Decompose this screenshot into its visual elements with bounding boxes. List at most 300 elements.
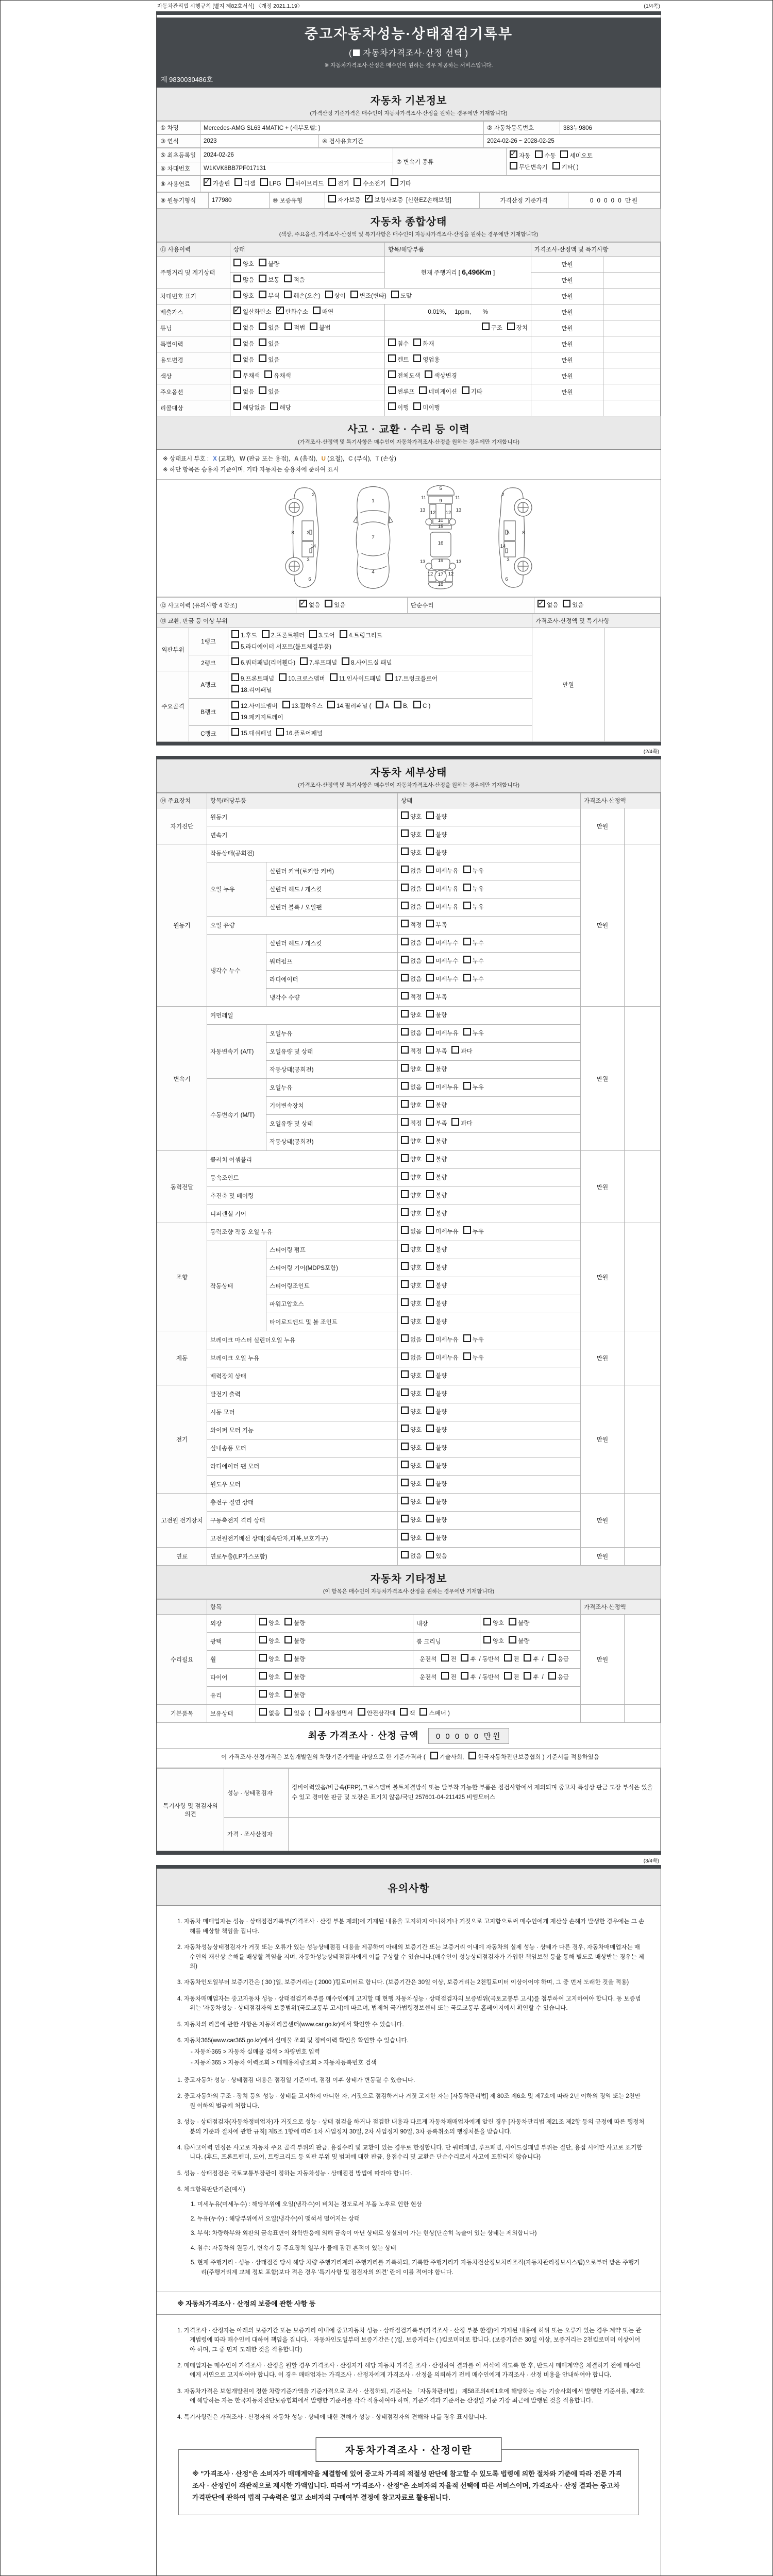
checkbox-label: 없음 [410,1229,422,1235]
checkbox-label: 적법 [294,325,306,331]
checkbox[interactable] [426,1533,434,1540]
checkbox[interactable] [233,259,241,266]
checkbox[interactable] [284,1690,292,1698]
checkbox[interactable] [400,1708,408,1716]
col-item: 항목 [207,1600,581,1615]
checkbox-label: 있음 [268,341,280,347]
checkbox[interactable] [426,811,434,819]
checkbox[interactable] [401,811,409,819]
checkbox[interactable] [259,1636,267,1643]
notice-item: 3. 자동차가격은 보험개발원이 정한 차량기준가액을 기준가격으로 조사 · 산정하되, 기준서는 「자동차관리법」 제58조의4제1호에 해당하는 자는 기술사회에서 발행한 기준서를, 제2호에 해당하는 자는 한국자동차진단보증협회에서 발행한 기준서를 각각 적용하여야 하며, 기준가격과 기준서는 산정일 기준 가장 최근에 발행된 것을 적용합니다. [177,2388,645,2404]
checkbox[interactable] [524,1654,531,1662]
checkbox[interactable] [259,1672,267,1680]
checkbox[interactable] [560,150,568,158]
state-code-letter: W [240,456,245,462]
checkbox-label: 9.프론트패널 [241,676,275,683]
checkbox[interactable] [426,920,434,927]
checkbox[interactable] [376,701,383,708]
checkbox[interactable] [388,402,396,410]
price-notice-heading: ※ 자동차가격조사 · 산정의 보증에 관한 사항 등 [157,2292,661,2315]
checkbox[interactable] [262,630,270,638]
notice-item: 6. 체크항목판단기준(예시) [177,2187,245,2193]
checkbox-label: 유채색 [274,373,291,379]
checkbox[interactable] [426,1082,434,1090]
emission-values: 0.01%, 1ppm, % [385,304,531,320]
checkbox[interactable] [426,1064,434,1072]
checkbox[interactable] [413,402,421,410]
checkbox-label: / [542,1656,544,1663]
checkbox[interactable] [350,291,358,298]
checkbox[interactable] [401,1064,409,1072]
document-number: 제 9830030486호 [161,76,213,83]
checkbox[interactable] [401,1352,409,1360]
checkbox[interactable] [259,323,266,330]
checkbox[interactable] [463,1334,471,1342]
checkbox[interactable] [264,370,272,378]
checkbox[interactable] [426,866,434,873]
checkbox[interactable] [426,974,434,981]
checkbox[interactable] [401,866,409,873]
checkbox[interactable] [401,1443,409,1450]
checkbox[interactable] [426,1136,434,1144]
state-code-desc: (흠집), [298,456,317,462]
checkbox[interactable] [468,1752,476,1759]
panel-number-label: 11 [455,495,460,501]
checkbox[interactable] [419,386,427,394]
col-usage-history: ⑪ 사용이력 [157,243,230,257]
checked-checkbox[interactable] [276,307,284,314]
checkbox[interactable] [426,1352,434,1360]
checkbox[interactable] [328,178,336,186]
checkbox[interactable] [342,657,349,665]
checkbox[interactable] [451,1118,459,1126]
checkbox[interactable] [231,712,239,720]
checkbox[interactable] [259,259,266,266]
checkbox[interactable] [394,701,401,708]
checkbox[interactable] [426,956,434,963]
checkbox[interactable] [426,1479,434,1486]
checkbox[interactable] [426,1118,434,1126]
checkbox[interactable] [282,701,290,708]
checkbox[interactable] [401,1190,409,1198]
panel-number-label: 16 [438,540,444,547]
checkbox-label: 하이브리드 [295,181,324,187]
checkbox-label: 없음 [410,904,422,911]
checkbox[interactable] [231,728,239,736]
checkbox[interactable] [426,1226,434,1234]
checkbox[interactable] [231,630,239,638]
checkbox[interactable] [259,386,266,394]
checkbox[interactable] [401,1551,409,1558]
checkbox-label: 누유 [472,868,484,875]
checkbox[interactable] [463,1082,471,1090]
checkbox[interactable] [401,1028,409,1036]
checkbox[interactable] [276,728,284,736]
checkbox[interactable] [233,291,241,298]
checkbox-label: 미세누유 [435,1030,459,1037]
checkbox[interactable] [388,338,396,346]
checkbox-label: 양호 [493,1638,505,1645]
checkbox[interactable] [426,1425,434,1432]
checkbox[interactable] [259,1654,267,1662]
checkbox[interactable] [259,291,266,298]
checkbox-label: 18.리어패널 [241,687,272,694]
checkbox[interactable] [483,1636,491,1643]
checkbox[interactable] [413,338,421,346]
checkbox[interactable] [401,1262,409,1270]
checkbox-label: 양호 [410,1012,422,1019]
checkbox[interactable] [426,1046,434,1054]
panel-number-label: 12 [448,571,454,578]
checkbox[interactable] [259,354,266,362]
checkbox-label: 없음 [243,325,255,331]
checkbox[interactable] [426,1334,434,1342]
checkbox[interactable] [426,1028,434,1036]
checkbox[interactable] [310,323,317,330]
checkbox[interactable] [552,162,560,170]
checkbox[interactable] [463,884,471,891]
checkbox[interactable] [463,956,471,963]
panel-number-label: 3 [507,557,510,563]
checkbox[interactable] [413,701,421,708]
checkbox[interactable] [401,1010,409,1018]
checkbox[interactable] [426,1280,434,1288]
checkbox[interactable] [426,992,434,999]
checkbox[interactable] [233,402,241,410]
checkbox[interactable] [426,1406,434,1414]
checkbox[interactable] [401,1316,409,1324]
checkbox-label: 불량 [435,1373,447,1380]
checkbox[interactable] [315,1708,323,1716]
checkbox[interactable] [401,848,409,855]
checkbox[interactable] [401,829,409,837]
checkbox[interactable] [426,1154,434,1162]
recall-checks [230,400,385,416]
checkbox[interactable] [286,178,294,186]
checked-checkbox[interactable] [365,195,373,202]
checkbox[interactable] [401,1154,409,1162]
panel-number-label: 13 [419,507,426,514]
checkbox[interactable] [279,673,287,681]
section-title: 자동차 세부상태 [370,767,447,779]
checkbox[interactable] [401,1461,409,1468]
accident-history-checks [296,598,408,614]
checkbox-label: 없음 [410,976,422,983]
checkbox[interactable] [461,1654,468,1662]
checkbox[interactable] [463,902,471,909]
checkbox[interactable] [401,956,409,963]
checkbox-label: 불량 [518,1638,530,1645]
checkbox[interactable] [401,1136,409,1144]
checkbox[interactable] [284,1636,292,1643]
checked-checkbox[interactable] [537,600,545,607]
group-powertrain: 동력전달 [157,1151,207,1223]
panel-number-label: 12 [427,571,433,578]
checkbox[interactable] [504,1654,512,1662]
state-code-letter: U [321,456,326,462]
checkbox-label: 없음 [243,389,255,395]
checkbox-label: 많음 [243,277,255,283]
checkbox[interactable] [463,1352,471,1360]
checkbox[interactable] [401,920,409,927]
final-price-note [157,1749,661,1768]
checkbox[interactable] [401,1280,409,1288]
state-code-desc: (요철), [325,456,345,462]
checkbox-label: 영업용 [423,357,440,363]
checkbox[interactable] [259,275,266,282]
checkbox[interactable] [401,1515,409,1522]
checkbox[interactable] [426,1551,434,1558]
checkbox[interactable] [231,685,239,692]
checkbox[interactable] [325,600,332,607]
checkbox[interactable] [284,323,292,330]
checkbox[interactable] [483,1618,491,1625]
checkbox[interactable] [233,323,241,330]
checked-checkbox[interactable] [204,178,211,186]
checkbox[interactable] [401,1497,409,1504]
checkbox[interactable] [401,1046,409,1054]
checkbox[interactable] [313,307,321,314]
checkbox[interactable] [504,1672,512,1680]
checkbox[interactable] [401,1388,409,1396]
checkbox[interactable] [426,1443,434,1450]
checkbox[interactable] [426,1497,434,1504]
checkbox[interactable] [441,1672,449,1680]
checkbox[interactable] [401,1226,409,1234]
rankC-checks [228,726,532,742]
checkbox[interactable] [426,1298,434,1306]
checkbox[interactable] [462,386,469,394]
checkbox[interactable] [441,1654,449,1662]
checkbox[interactable] [328,195,336,202]
checked-checkbox[interactable] [299,600,307,607]
checkbox[interactable] [259,1690,267,1698]
checkbox[interactable] [284,291,292,298]
section-subtitle: (색상, 주요옵션, 가격조사·산정액 및 특기사항은 매수인이 자동차가격조사·산정을 원하는 경우에만 기재합니다) [279,231,539,238]
checkbox[interactable] [401,1208,409,1216]
checkbox-label: 불량 [435,1463,447,1470]
checkbox-label: 불량 [435,1301,447,1308]
panel-number-label: 1 [372,498,375,504]
checkbox[interactable] [401,992,409,999]
price-cell: 만원 [531,289,603,304]
checkbox[interactable] [354,178,361,186]
checkbox[interactable] [419,1708,427,1716]
checkbox[interactable] [284,1654,292,1662]
checkbox[interactable] [401,1479,409,1486]
year-value: 2023 [200,135,319,148]
panel-number-label: 12 [430,510,436,516]
checked-checkbox[interactable] [233,307,241,314]
checkbox[interactable] [535,150,543,158]
price-cell: 만원 [581,1151,625,1223]
checkbox[interactable] [259,1708,267,1716]
checkbox[interactable] [426,1100,434,1108]
notice-item: 1. 가격조사 · 산정자는 아래의 보증기간 또는 보증거리 이내에 중고자동차 성능 · 상태점검기록부(가격조사 · 산정 부분 한정)에 기재된 내용에 허위 또는 오류가 있는 경우 계약 또는 관계법령에 따라 매수인에 대하여 책임을 집니다. · 자동차인도일부터 보증기간은 ( )일, 보증거리는 ( )킬로미터로 합니다. (보증기간은 30일 이상, 보증거리는 2천킬로미터 이상이어야 하며, 그 중 먼저 도래한 것을 적용합니다) [177,2327,642,2353]
checkbox[interactable] [401,1100,409,1108]
checkbox[interactable] [325,291,333,298]
state-code-desc: (교환), [216,456,236,462]
checkbox[interactable] [233,386,241,394]
checkbox[interactable] [463,1226,471,1234]
checkbox[interactable] [463,1028,471,1036]
checkbox-label: 불량 [435,1535,447,1542]
checkbox[interactable] [524,1672,531,1680]
state-code-letter: C [348,456,353,462]
checkbox[interactable] [426,1316,434,1324]
detail-table: ⑭ 주요장치 항목/해당부품 상태 가격조사·산정액 자기진단 원동기 양호 불량 만원 변속기 양호 불량 원동기 작동상태(공회전) 양호 불량 만원 오일 누유 실린더 커버(로커암 커버) 없음 미세누유 누유 실린더 헤드 / 개스킷 없음 미세누유 누유 실린더 블록 / 오일팬 없음 미세누유 누유 오일 유량 적정 부족 냉각수 누수 실린더 헤드 / 개스킷 없음 미세누수 누수 워터펌프 없음 미세누수 누수 라디에이터 없음 미세누수 누수 냉각수 수량 적정 부족 변속기 커먼레일 양호 불량 만원 자동변속기 (A/T) 오일누유 없음 미세누유 누유 오일유량 및 상태 적정 부족 과다 작동상태(공회전) 양호 불량 수동변속기 (M/T) 오일누유 없음 미세누유 누유 기어변속장치 양호 불량 오일유량 및 상태 적정 부족 과다 작동상태(공회전) 양호 불량 동력전달 클러치 어셈블리 양호 불량 만원 등속조인트 양호 불량 추진축 및 베어링 양호 불량 디퍼렌셜 기어 양호 불량 조향 동력조향 작동 오일 누유 없음 미세누유 누유 만원 작동상태 스티어링 펌프 양호 불량 스티어링 기어(MDPS포함) 양호 불량 스티어링조인트 양호 불량 파워고압호스 양호 불량 타이로드엔드 및 볼 조인트 양호 불량 제동 브레이크 마스터 실린더오일 누유 없음 미세누유 누유 만원 브레이크 오일 누유 없음 미세누유 누유 배력장치 상태 양호 불량 전기 발전기 출력 양호 불량 만원 시동 모터 양호 불량 와이퍼 모터 기능 양호 불량 실내송풍 모터 양호 불량 라디에이터 팬 모터 양호 불량 윈도우 모터 양호 불량 고전원 전기장치 충전구 절연 상태 양호 불량 만원 구동축전지 격리 상태 양호 불량 고전원전기배선 상태(접속단자,피복,보호기구) 양호 불량 연료 연료누출(LP가스포함) 없음 있음 만원 [157,793,661,1566]
checkbox[interactable] [233,275,241,282]
checkbox[interactable] [231,657,239,665]
checkbox[interactable] [482,323,490,330]
checkbox[interactable] [463,974,471,981]
checkbox[interactable] [401,1172,409,1180]
checkbox[interactable] [401,1118,409,1126]
checkbox[interactable] [426,1172,434,1180]
checkbox[interactable] [401,1370,409,1378]
checkbox[interactable] [231,641,239,649]
checkbox[interactable] [563,600,570,607]
checkbox-label: 기타 [470,389,483,395]
exchange-price-cell: 만원 [532,628,604,742]
checkbox[interactable] [426,1190,434,1198]
checkbox[interactable] [426,902,434,909]
checkbox[interactable] [233,370,241,378]
checkbox[interactable] [284,275,292,282]
checkbox-label: 16.플로어패널 [285,731,323,737]
checkbox[interactable] [548,1672,556,1680]
panel-number-label: 17 [438,572,444,578]
checkbox[interactable] [401,1082,409,1090]
checkbox[interactable] [340,630,347,638]
checkbox[interactable] [327,701,335,708]
checkbox[interactable] [231,701,239,708]
checkbox[interactable] [391,291,399,298]
checkbox[interactable] [425,370,432,378]
checkbox[interactable] [309,630,317,638]
checkbox[interactable] [388,386,396,394]
checkbox-label: 후 [470,1674,476,1681]
accident-flag-row [157,597,661,614]
panel-number-label: 6 [308,577,311,583]
checkbox-label: 5.라디에이터 서포트(볼트체결부품) [241,644,331,651]
checked-checkbox[interactable] [510,150,517,158]
checkbox[interactable] [426,1208,434,1216]
rank1-checks [228,628,532,655]
checkbox[interactable] [426,1010,434,1018]
checkbox[interactable] [330,673,338,681]
checkbox[interactable] [426,1244,434,1252]
checkbox[interactable] [548,1654,556,1662]
checkbox-label: 후 [533,1656,539,1663]
checkbox[interactable] [259,338,266,346]
checkbox[interactable] [401,1334,409,1342]
checkbox[interactable] [233,338,241,346]
checkbox[interactable] [463,938,471,945]
checkbox-label: 한국자동차진단보증협회 ) 기준서를 적용하였음 [478,1754,599,1761]
checkbox[interactable] [401,1533,409,1540]
checkbox[interactable] [461,1672,468,1680]
checkbox-label: 불량 [294,1638,306,1645]
checkbox[interactable] [463,866,471,873]
checkbox[interactable] [426,848,434,855]
checkbox[interactable] [401,1425,409,1432]
checkbox[interactable] [430,1752,438,1759]
col-part: 항목/해당부품 [207,793,398,808]
checkbox-label: 양호 [410,814,422,821]
checkbox[interactable] [260,178,268,186]
checkbox[interactable] [401,1406,409,1414]
checkbox[interactable] [426,938,434,945]
checkbox-label: 불량 [435,1012,447,1019]
checkbox[interactable] [259,1618,267,1625]
usage-change-checks [230,352,385,368]
checkbox-label: 전 [513,1656,519,1663]
rank1-label: 1랭크 [189,628,228,655]
checkbox[interactable] [401,884,409,891]
rankA-checks [228,671,532,699]
notice-subitem: - 자동차365 > 자동차 실매물 검색 > 차량번호 입력 [191,2049,320,2056]
checkbox[interactable] [509,1618,516,1625]
checkbox-label: 누유 [472,1030,484,1037]
checkbox[interactable] [401,938,409,945]
checkbox[interactable] [426,1461,434,1468]
checkbox[interactable] [388,354,396,362]
checkbox[interactable] [284,1618,292,1625]
checkbox[interactable] [426,884,434,891]
checkbox-label: 후 [470,1656,476,1663]
checkbox[interactable] [426,1515,434,1522]
checkbox[interactable] [388,370,396,378]
price-cell: 만원 [581,1548,625,1566]
color-change-checks [385,368,531,384]
checkbox-label: 불량 [435,1157,447,1163]
emission-checks [230,304,385,320]
checkbox[interactable] [233,354,241,362]
checkbox-label: 7.루프패널 [309,660,338,667]
checkbox[interactable] [284,1708,292,1716]
checkbox[interactable] [284,1672,292,1680]
checkbox[interactable] [391,178,398,186]
page-1 [156,11,661,745]
checkbox[interactable] [270,402,278,410]
checkbox[interactable] [510,162,517,170]
section-title: 유의사항 [388,1883,430,1895]
checkbox[interactable] [401,1244,409,1252]
checkbox[interactable] [300,657,308,665]
usage-change-label: 용도변경 [157,352,230,368]
checkbox[interactable] [401,1298,409,1306]
panel-number-label: 8 [522,530,525,536]
checkbox[interactable] [401,974,409,981]
checkbox[interactable] [426,829,434,837]
mileage-label: 주행거리 및 계기상태 [157,257,230,289]
checkbox[interactable] [413,354,421,362]
checkbox[interactable] [401,902,409,909]
checkbox[interactable] [426,1388,434,1396]
checkbox[interactable] [231,673,239,681]
checkbox[interactable] [385,673,393,681]
checkbox[interactable] [451,1046,459,1054]
checkbox[interactable] [507,323,515,330]
checkbox[interactable] [358,1708,365,1716]
checkbox[interactable] [234,178,242,186]
checkbox[interactable] [426,1370,434,1378]
checkbox[interactable] [509,1636,516,1643]
checkbox-label: 운전석 [419,1656,437,1663]
checkbox[interactable] [426,1262,434,1270]
color-checks [230,368,385,384]
